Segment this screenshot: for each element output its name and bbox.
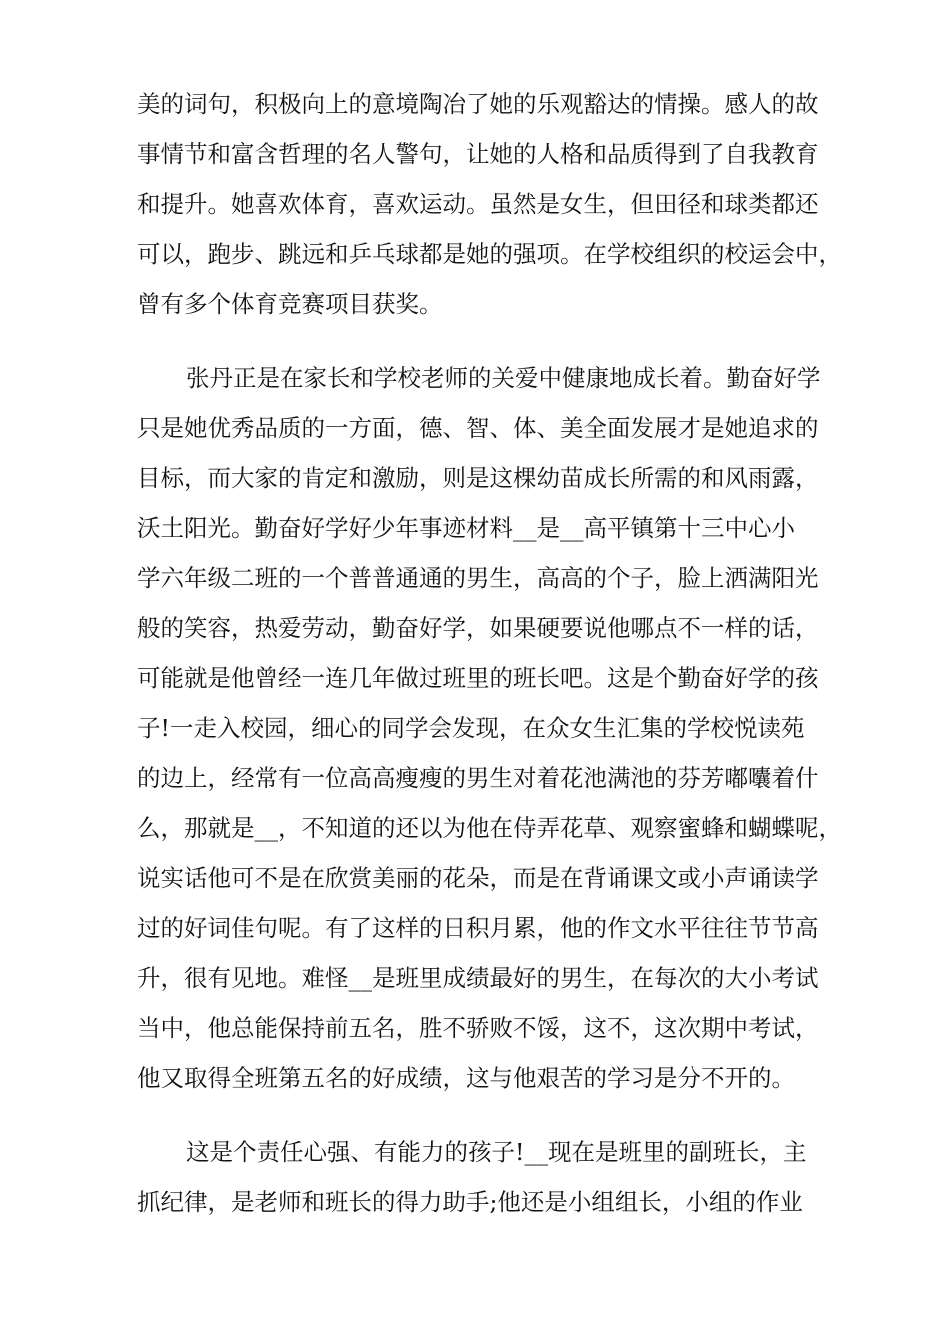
text-line: 升，很有见地。难怪__是班里成绩最好的男生，在每次的大小考试 [137,964,819,992]
text-line: 的边上，经常有一位高高瘦瘦的男生对着花池满池的芬芳嘟囔着什 [137,764,819,792]
text-line: 他又取得全班第五名的好成绩，这与他艰苦的学习是分不开的。 [137,1064,795,1092]
text-line: 和提升。她喜欢体育，喜欢运动。虽然是女生，但田径和球类都还 [137,190,819,218]
text-line: 般的笑容，热爱劳动，勤奋好学，如果硬要说他哪点不一样的话， [137,614,819,642]
paragraph-start-line: 张丹正是在家长和学校老师的关爱中健康地成长着。勤奋好学 [186,364,821,392]
text-line: 学六年级二班的一个普普通通的男生，高高的个子，脸上洒满阳光 [137,564,819,592]
text-line: 可以，跑步、跳远和乒乓球都是她的强项。在学校组织的校运会中， [137,240,842,268]
text-line: 么，那就是__，不知道的还以为他在侍弄花草、观察蜜蜂和蝴蝶呢， [137,814,842,842]
text-line: 过的好词佳句呢。有了这样的日积月累，他的作文水平往往节节高 [137,914,819,942]
text-line: 只是她优秀品质的一方面，德、智、体、美全面发展才是她追求的 [137,414,819,442]
text-line: 当中，他总能保持前五名，胜不骄败不馁，这不，这次期中考试， [137,1014,819,1042]
paragraph-start-line: 这是个责任心强、有能力的孩子!__现在是班里的副班长，主 [186,1138,807,1166]
text-line: 曾有多个体育竞赛项目获奖。 [137,290,443,318]
text-line: 可能就是他曾经一连几年做过班里的班长吧。这是个勤奋好学的孩 [137,664,819,692]
text-line: 沃土阳光。勤奋好学好少年事迹材料__是__高平镇第十三中心小 [137,514,795,542]
text-line: 子!一走入校园，细心的同学会发现，在众女生汇集的学校悦读苑 [137,714,805,742]
text-line: 目标，而大家的肯定和激励，则是这棵幼苗成长所需的和风雨露， [137,464,819,492]
text-line: 美的词句，积极向上的意境陶冶了她的乐观豁达的情操。感人的故 [137,90,819,118]
text-line: 说实话他可不是在欣赏美丽的花朵，而是在背诵课文或小声诵读学 [137,864,819,892]
text-line: 事情节和富含哲理的名人警句，让她的人格和品质得到了自我教育 [137,140,819,168]
text-line: 抓纪律，是老师和班长的得力助手;他还是小组组长，小组的作业 [137,1188,803,1216]
